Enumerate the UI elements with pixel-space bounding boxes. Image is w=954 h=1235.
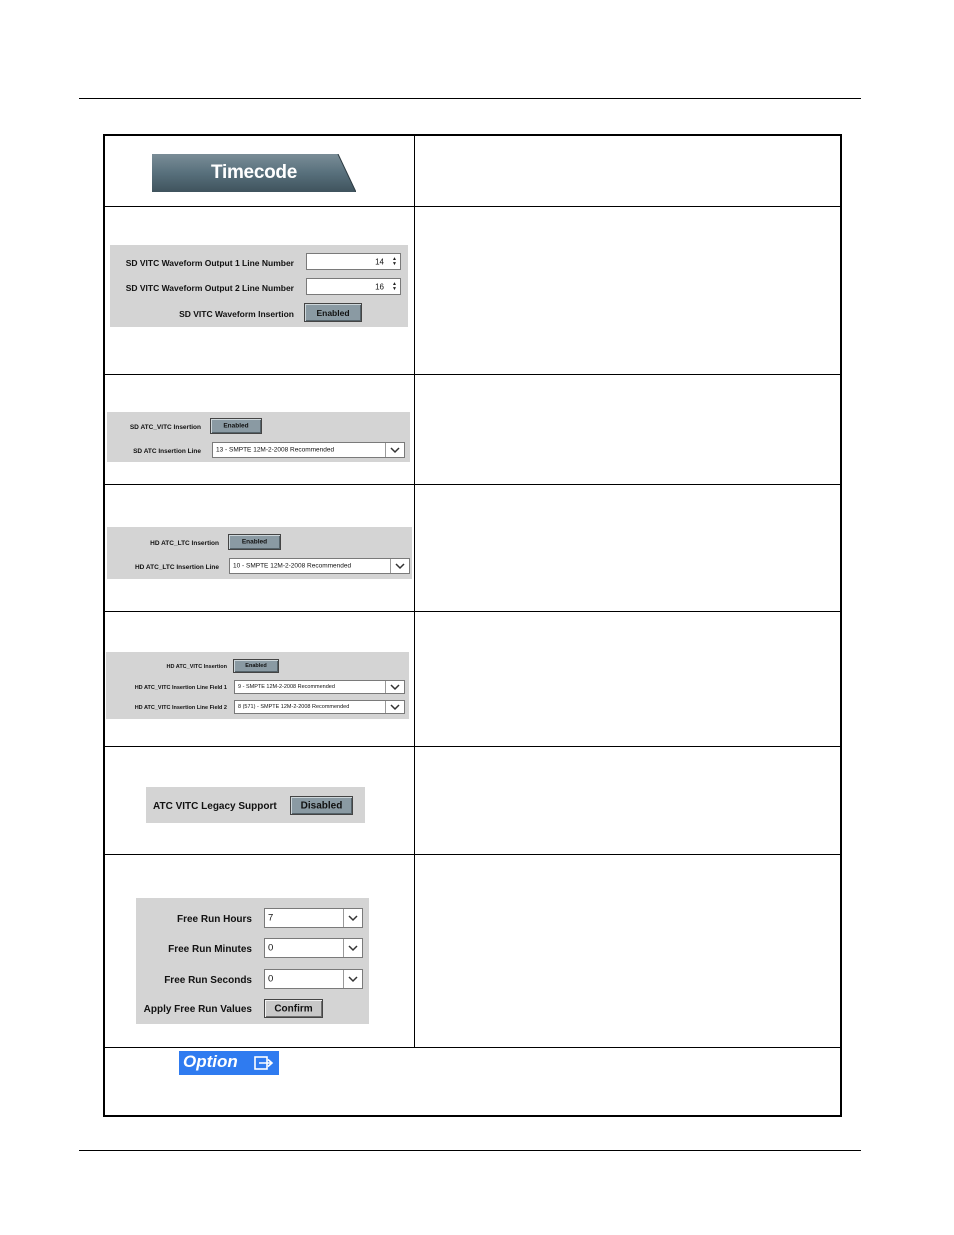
hd-atc-vitc-field2-select[interactable] xyxy=(234,700,405,714)
spinner-icon[interactable]: ▲ ▼ xyxy=(392,255,397,267)
hd-atc-vitc-insertion-label: HD ATC_VITC Insertion xyxy=(166,664,227,670)
free-run-hours-label: Free Run Hours xyxy=(176,914,252,925)
free-run-panel xyxy=(136,898,369,1024)
hd-atc-ltc-panel xyxy=(107,527,412,579)
free-run-minutes-value: 0 xyxy=(268,942,274,954)
hd-atc-ltc-line-value: 10 - SMPTE 12M-2-2008 Recommended xyxy=(233,562,352,570)
sd-atc-vitc-insertion-button-label: Enabled xyxy=(223,422,249,430)
free-run-minutes-select[interactable] xyxy=(264,938,363,958)
spinner-icon[interactable]: ▲ ▼ xyxy=(392,280,397,292)
hd-atc-vitc-field1-select[interactable] xyxy=(234,680,405,694)
hd-atc-vitc-field1-label: HD ATC_VITC Insertion Line Field 1 xyxy=(134,685,227,691)
sd-vitc-out2-input[interactable] xyxy=(306,278,401,295)
chevron-down-icon[interactable] xyxy=(343,909,362,927)
sd-vitc-out2-label: SD VITC Waveform Output 2 Line Number xyxy=(125,283,294,293)
legacy-label: ATC VITC Legacy Support xyxy=(153,801,277,812)
sd-vitc-insertion-button[interactable] xyxy=(304,303,362,322)
option-arrow-icon xyxy=(254,1056,274,1070)
sd-atc-vitc-panel xyxy=(107,412,410,462)
hd-atc-ltc-insertion-label: HD ATC_LTC Insertion xyxy=(150,540,219,547)
sd-atc-vitc-insertion-button[interactable] xyxy=(210,418,262,434)
sd-vitc-out1-input[interactable] xyxy=(306,253,401,270)
sd-atc-line-select[interactable] xyxy=(212,442,405,458)
sd-vitc-insertion-button-label: Enabled xyxy=(316,307,350,318)
hd-atc-vitc-field1-value: 9 - SMPTE 12M-2-2008 Recommended xyxy=(238,684,335,690)
sd-vitc-panel xyxy=(110,245,408,327)
free-run-seconds-select[interactable] xyxy=(264,969,363,989)
timecode-tab[interactable] xyxy=(152,154,356,192)
sd-vitc-out2-value: 16 xyxy=(375,282,384,291)
free-run-seconds-value: 0 xyxy=(268,973,274,985)
free-run-minutes-label: Free Run Minutes xyxy=(168,944,252,955)
legacy-panel xyxy=(146,787,365,823)
timecode-tab-label: Timecode xyxy=(211,162,297,183)
chevron-down-icon[interactable] xyxy=(385,681,404,693)
chevron-down-icon[interactable] xyxy=(390,559,409,573)
hd-atc-ltc-line-select[interactable] xyxy=(229,558,410,574)
sd-atc-line-label: SD ATC Insertion Line xyxy=(133,448,201,455)
hd-atc-ltc-insertion-button-label: Enabled xyxy=(241,538,268,546)
option-badge xyxy=(179,1051,279,1075)
sd-vitc-out1-label: SD VITC Waveform Output 1 Line Number xyxy=(125,258,294,268)
hd-atc-vitc-panel xyxy=(106,652,409,719)
sd-atc-vitc-insertion-label: SD ATC_VITC Insertion xyxy=(129,424,201,431)
free-run-seconds-label: Free Run Seconds xyxy=(164,975,252,986)
free-run-hours-select[interactable] xyxy=(264,908,363,928)
hd-atc-vitc-insertion-button-label: Enabled xyxy=(245,663,267,669)
hd-atc-vitc-insertion-button[interactable] xyxy=(233,659,279,673)
hd-atc-ltc-line-label: HD ATC_LTC Insertion Line xyxy=(134,564,219,571)
free-run-apply-label: Apply Free Run Values xyxy=(143,1004,252,1015)
sd-vitc-out1-value: 14 xyxy=(375,257,384,266)
legacy-button-label: Disabled xyxy=(300,800,343,811)
option-badge-label: Option xyxy=(183,1052,238,1071)
hd-atc-vitc-field2-label: HD ATC_VITC Insertion Line Field 2 xyxy=(134,705,227,711)
footer-rule xyxy=(79,1150,861,1151)
hd-atc-ltc-insertion-button[interactable] xyxy=(228,534,281,550)
sd-vitc-insertion-label: SD VITC Waveform Insertion xyxy=(179,309,294,319)
chevron-down-icon[interactable] xyxy=(385,701,404,713)
legacy-button[interactable] xyxy=(290,796,353,815)
free-run-confirm-button-label: Confirm xyxy=(274,1003,313,1014)
header-rule xyxy=(79,98,861,99)
chevron-down-icon[interactable] xyxy=(343,939,362,957)
free-run-confirm-button[interactable] xyxy=(264,999,323,1018)
chevron-down-icon[interactable] xyxy=(385,443,404,457)
sd-atc-line-value: 13 - SMPTE 12M-2-2008 Recommended xyxy=(216,446,335,454)
hd-atc-vitc-field2-value: 8 (571) - SMPTE 12M-2-2008 Recommended xyxy=(238,704,350,710)
free-run-hours-value: 7 xyxy=(268,912,274,924)
chevron-down-icon[interactable] xyxy=(343,970,362,988)
